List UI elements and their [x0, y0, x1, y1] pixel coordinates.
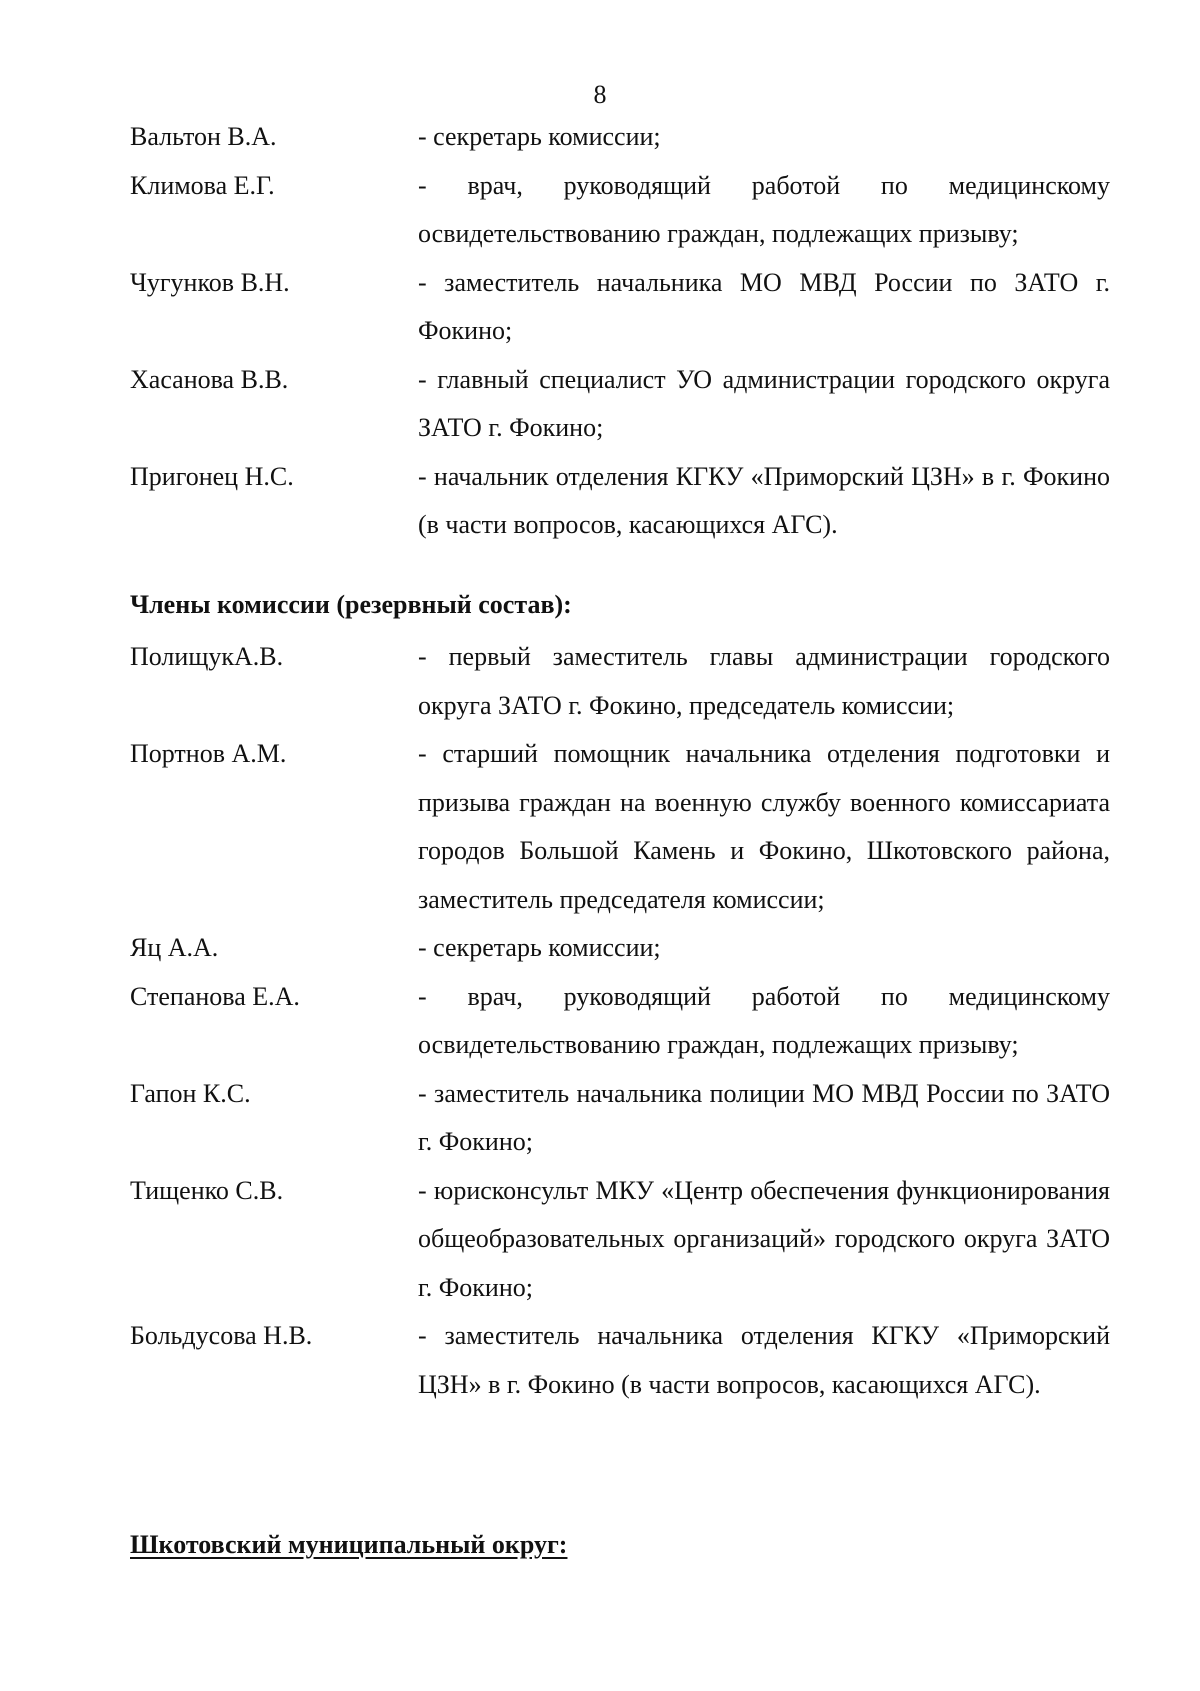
member-row — [0, 1312, 1200, 1409]
member-role: - начальник отделения КГКУ «Приморский ЦЗН» в г. Фокино (в части вопросов, касающихся АГС). — [418, 461, 1110, 539]
member-row — [0, 730, 1200, 924]
reserve-heading: Члены комиссии (резервный состав): — [130, 590, 572, 619]
member-role: - заместитель начальника отделения КГКУ «Приморский ЦЗН» в г. Фокино (в части вопросов, касающихся АГС). — [418, 1321, 1110, 1399]
member-row — [0, 924, 1200, 973]
member-role: - старший помощник начальника отделения подготовки и призыва граждан на военную службу военного комиссариата городов Большой Камень и Фокино, Шкотовского района, заместитель председателя комиссии; — [418, 739, 1110, 914]
reserve-members-list — [0, 633, 1200, 1409]
member-row — [0, 259, 1200, 356]
member-row — [0, 356, 1200, 453]
district-heading: Шкотовский муниципальный округ: — [130, 1530, 568, 1559]
page-number: 8 — [593, 80, 607, 109]
member-name: Климова Е.Г. — [130, 170, 275, 200]
member-role: - врач, руководящий работой по медицинскому освидетельствованию граждан, подлежащих призыву; — [418, 170, 1110, 248]
member-row — [0, 1070, 1200, 1167]
member-name: Больдусова Н.В. — [130, 1321, 313, 1350]
member-role: - заместитель начальника МО МВД России по ЗАТО г. Фокино; — [418, 267, 1110, 345]
member-row — [0, 162, 1200, 259]
member-name: Степанова Е.А. — [130, 981, 300, 1011]
member-name: Портнов А.М. — [130, 739, 287, 768]
member-name: Чугунков В.Н. — [130, 267, 290, 297]
member-role: - секретарь комиссии; — [418, 933, 661, 962]
member-row — [0, 453, 1200, 550]
member-role: - первый заместитель главы администрации городского округа ЗАТО г. Фокино, председатель комиссии; — [418, 642, 1110, 720]
member-name: Хасанова В.В. — [130, 364, 289, 394]
member-role: - главный специалист УО администрации городского округа ЗАТО г. Фокино; — [418, 364, 1110, 442]
member-name: Пригонец Н.С. — [130, 461, 294, 491]
member-role: - заместитель начальника полиции МО МВД России по ЗАТО г. Фокино; — [418, 1078, 1110, 1156]
member-name: ПолищукА.В. — [130, 642, 284, 671]
member-name: Гапон К.С. — [130, 1078, 251, 1108]
member-row — [0, 1167, 1200, 1313]
member-role: - секретарь комиссии; — [418, 122, 661, 151]
member-role: - врач, руководящий работой по медицинскому освидетельствованию граждан, подлежащих призыву; — [418, 981, 1110, 1059]
member-name: Яц А.А. — [130, 933, 219, 962]
member-row — [0, 973, 1200, 1070]
member-name: Вальтон В.А. — [130, 122, 277, 151]
member-name: Тищенко С.В. — [130, 1175, 284, 1205]
member-row — [0, 113, 1200, 162]
member-role: - юрисконсульт МКУ «Центр обеспечения функционирования общеобразовательных организаций» городского округа ЗАТО г. Фокино; — [418, 1175, 1110, 1302]
main-members-list — [0, 113, 1200, 550]
member-row — [0, 633, 1200, 730]
